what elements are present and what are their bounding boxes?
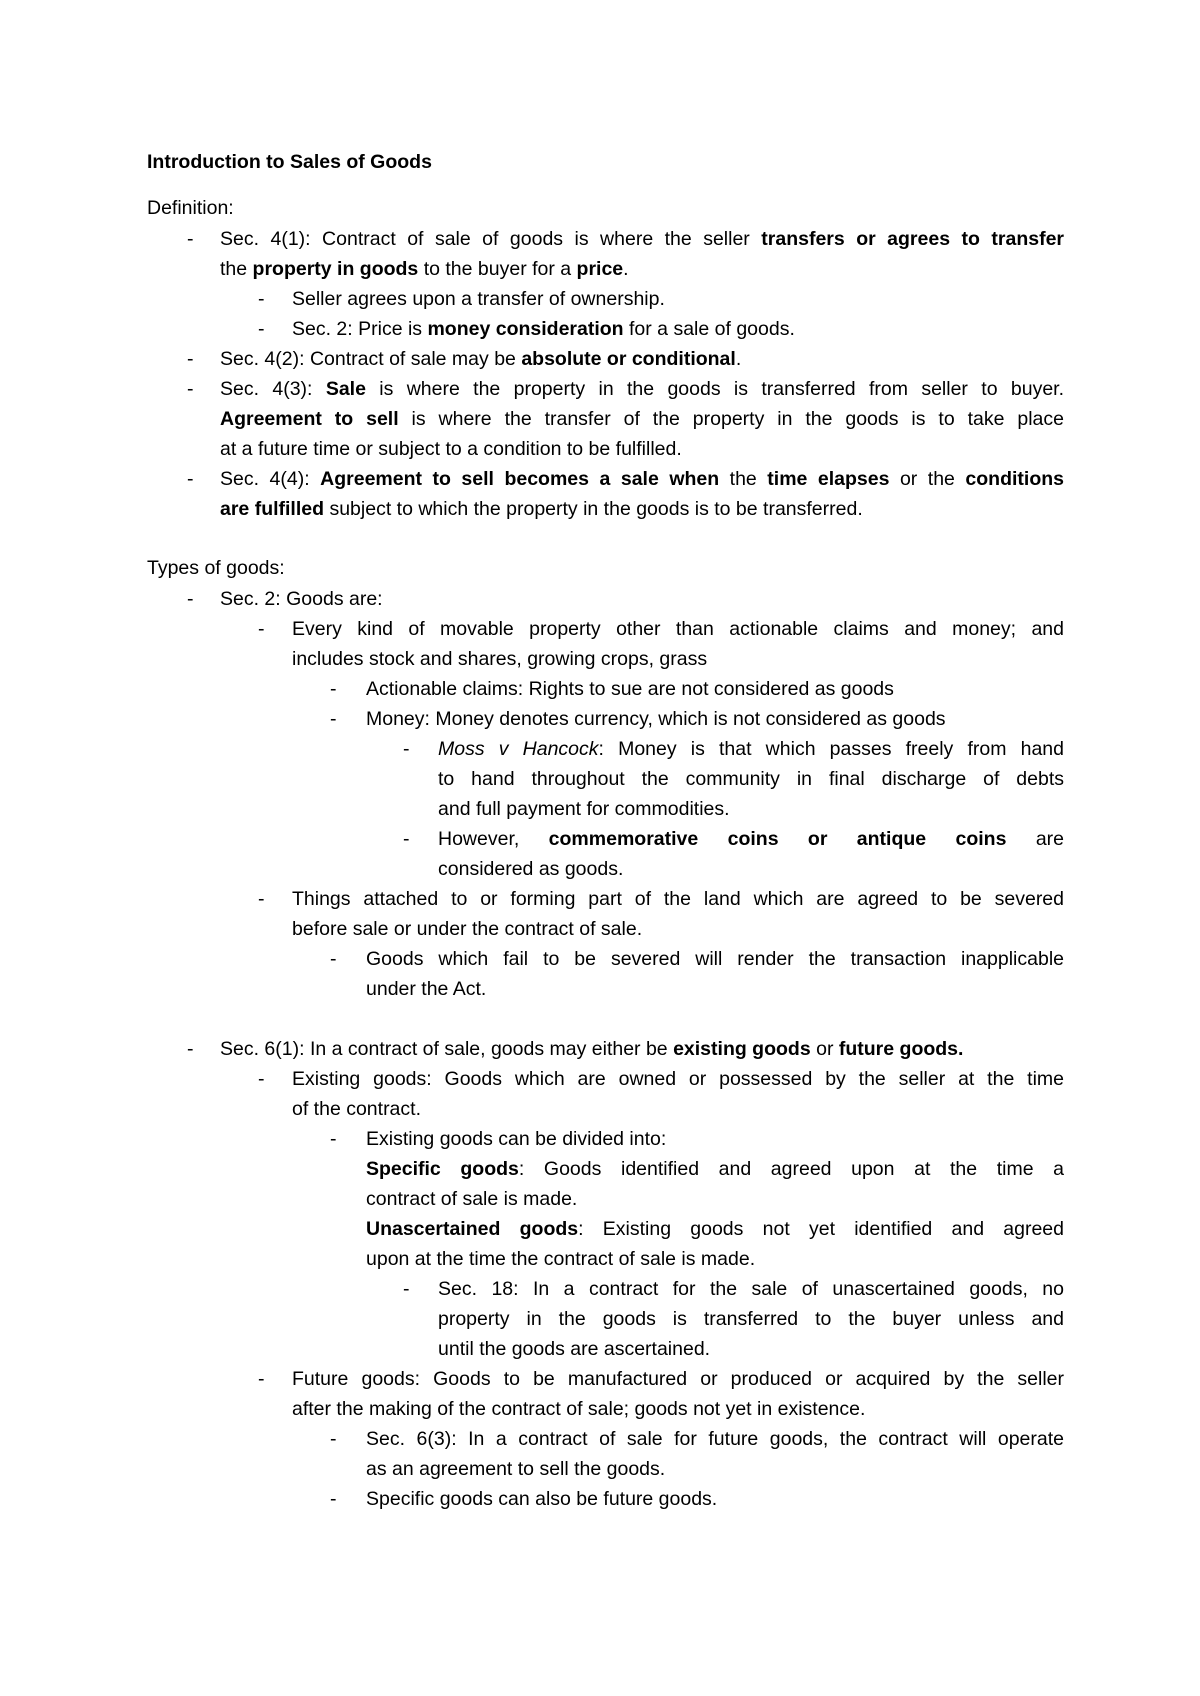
bullet-dash: - — [330, 708, 337, 730]
text-line — [292, 284, 1064, 314]
text-line — [292, 1394, 1064, 1424]
text-segment: Sec. 2: Price is — [292, 318, 428, 340]
bullet-dash: - — [187, 468, 194, 490]
text-segment: Unascertained goods — [366, 1218, 579, 1240]
text-segment: property in the goods is transferred to the buyer unless and — [438, 1308, 1064, 1330]
bullet-dash: - — [187, 378, 194, 400]
types-of-goods-heading: Types of goods: — [147, 557, 285, 579]
bullet-dash: - — [330, 1428, 337, 1450]
text-segment: to the buyer for a — [418, 258, 577, 280]
text-segment: or the — [889, 468, 966, 490]
text-segment: Goods which fail to be severed will render the transaction inapplicable — [366, 948, 1064, 970]
bullet-dash: - — [403, 738, 410, 760]
text-line — [366, 674, 1064, 704]
text-segment: of the contract. — [292, 1098, 421, 1120]
bullet-dash: - — [187, 1038, 194, 1060]
text-segment: or — [810, 1038, 839, 1060]
text-segment: Every kind of movable property other than actionable claims and money; and — [292, 618, 1064, 640]
text-line — [292, 914, 1064, 944]
text-line — [220, 464, 1064, 494]
text-line — [438, 1304, 1064, 1334]
text-segment: and full payment for commodities. — [438, 798, 730, 820]
text-segment: as an agreement to sell the goods. — [366, 1458, 666, 1480]
text-line — [366, 1484, 1064, 1514]
text-line — [438, 1274, 1064, 1304]
text-line — [366, 1184, 1064, 1214]
text-line — [438, 794, 1064, 824]
text-segment: Agreement to sell becomes a sale when — [320, 468, 720, 490]
text-segment: Future goods: Goods to be manufactured or produced or acquired by the seller — [292, 1368, 1064, 1390]
bullet-dash: - — [330, 1128, 337, 1150]
text-line — [438, 824, 1064, 854]
text-segment: Actionable claims: Rights to sue are not considered as goods — [366, 678, 894, 700]
bullet-dash: - — [258, 1068, 265, 1090]
text-segment: to hand throughout the community in final discharge of debts — [438, 768, 1064, 790]
bullet-dash: - — [258, 888, 265, 910]
text-segment: price — [576, 258, 624, 280]
text-line — [366, 1154, 1064, 1184]
text-segment: However, — [438, 828, 549, 850]
text-segment: contract of sale is made. — [366, 1188, 578, 1210]
text-segment: Sec. 2: Goods are: — [220, 588, 383, 610]
text-line — [366, 974, 1064, 1004]
text-line — [366, 1424, 1064, 1454]
text-segment: : Goods identified and agreed upon at the time a — [518, 1158, 1064, 1180]
text-segment: until the goods are ascertained. — [438, 1338, 711, 1360]
text-line — [220, 1034, 1064, 1064]
text-segment: . — [735, 348, 742, 370]
text-segment: upon at the time the contract of sale is made. — [366, 1248, 756, 1270]
text-line — [438, 854, 1064, 884]
bullet-dash: - — [330, 948, 337, 970]
text-line — [220, 224, 1064, 254]
text-segment: is where the transfer of the property in the goods is to take place — [398, 408, 1064, 430]
text-line — [292, 314, 1064, 344]
text-segment: before sale or under the contract of sale. — [292, 918, 643, 940]
text-segment: Agreement to sell — [220, 408, 399, 430]
text-segment: includes stock and shares, growing crops, grass — [292, 648, 708, 670]
text-line — [366, 1214, 1064, 1244]
bullet-dash: - — [187, 348, 194, 370]
text-line — [220, 584, 1064, 614]
text-segment: time elapses — [767, 468, 890, 490]
text-line — [220, 404, 1064, 434]
text-line — [366, 944, 1064, 974]
text-line — [220, 494, 1064, 524]
bullet-dash: - — [187, 228, 194, 250]
text-segment: conditions — [965, 468, 1064, 490]
text-segment: : Existing goods not yet identified and agreed — [578, 1218, 1064, 1240]
text-segment: Sec. 6(1): In a contract of sale, goods may either be — [220, 1038, 674, 1060]
text-segment: is where the property in the goods is transferred from seller to buyer. — [365, 378, 1064, 400]
text-line — [366, 1454, 1064, 1484]
text-segment: Sec. 6(3): In a contract of sale for future goods, the contract will operate — [366, 1428, 1064, 1450]
text-segment: commemorative coins or antique coins — [548, 828, 1007, 850]
text-segment: money consideration — [427, 318, 624, 340]
bullet-dash: - — [258, 318, 265, 340]
text-segment: Sec. 18: In a contract for the sale of unascertained goods, no — [438, 1278, 1064, 1300]
text-segment: are — [1006, 828, 1064, 850]
text-line — [438, 734, 1064, 764]
text-segment: existing goods — [673, 1038, 811, 1060]
text-line — [292, 614, 1064, 644]
text-line — [220, 374, 1064, 404]
text-line — [366, 1244, 1064, 1274]
text-line — [292, 884, 1064, 914]
text-line — [220, 344, 1064, 374]
bullet-dash: - — [258, 1368, 265, 1390]
text-line — [292, 1364, 1064, 1394]
text-segment: Money: Money denotes currency, which is not considered as goods — [366, 708, 946, 730]
text-segment: Sale — [325, 378, 366, 400]
definition-heading: Definition: — [147, 197, 234, 219]
text-segment: are fulfilled — [220, 498, 325, 520]
text-segment: property in goods — [252, 258, 419, 280]
text-line — [292, 1064, 1064, 1094]
bullet-dash: - — [187, 588, 194, 610]
text-segment: Sec. 4(1): Contract of sale of goods is where the seller — [220, 228, 762, 250]
bullet-dash: - — [330, 1488, 337, 1510]
text-segment: Existing goods: Goods which are owned or possessed by the seller at the time — [292, 1068, 1064, 1090]
text-segment: . — [623, 258, 629, 280]
text-segment: Existing goods can be divided into: — [366, 1128, 667, 1150]
text-segment: after the making of the contract of sale; goods not yet in existence. — [292, 1398, 866, 1420]
text-segment: the — [719, 468, 768, 490]
text-segment: Specific goods can also be future goods. — [366, 1488, 718, 1510]
text-segment: Specific goods — [366, 1158, 519, 1180]
text-segment: under the Act. — [366, 978, 487, 1000]
bullet-dash: - — [258, 618, 265, 640]
text-line — [366, 704, 1064, 734]
text-segment: Sec. 4(4): — [220, 468, 321, 490]
text-segment: subject to which the property in the goods is to be transferred. — [324, 498, 863, 520]
text-segment: the — [220, 258, 253, 280]
text-line — [366, 1124, 1064, 1154]
page-title: Introduction to Sales of Goods — [147, 151, 432, 173]
text-segment: Seller agrees upon a transfer of ownership. — [292, 288, 665, 310]
text-segment: at a future time or subject to a condition to be fulfilled. — [220, 438, 682, 460]
bullet-dash: - — [330, 678, 337, 700]
text-line — [220, 254, 1064, 284]
bullet-dash: - — [403, 828, 410, 850]
text-line — [438, 1334, 1064, 1364]
text-line — [292, 1094, 1064, 1124]
text-line — [220, 434, 1064, 464]
text-line — [438, 764, 1064, 794]
text-segment: Things attached to or forming part of the land which are agreed to be severed — [292, 888, 1064, 910]
text-segment: future goods. — [838, 1038, 964, 1060]
text-segment: : Money is that which passes freely from hand — [598, 738, 1064, 760]
text-segment: considered as goods. — [438, 858, 624, 880]
text-segment: Sec. 4(3): — [220, 378, 326, 400]
text-line — [292, 644, 1064, 674]
text-segment: absolute or conditional — [521, 348, 736, 370]
bullet-dash: - — [258, 288, 265, 310]
bullet-dash: - — [403, 1278, 410, 1300]
text-segment: transfers or agrees to transfer — [761, 228, 1064, 250]
text-segment: Sec. 4(2): Contract of sale may be — [220, 348, 522, 370]
text-segment: for a sale of goods. — [623, 318, 795, 340]
text-segment: Moss v Hancock — [438, 738, 599, 760]
